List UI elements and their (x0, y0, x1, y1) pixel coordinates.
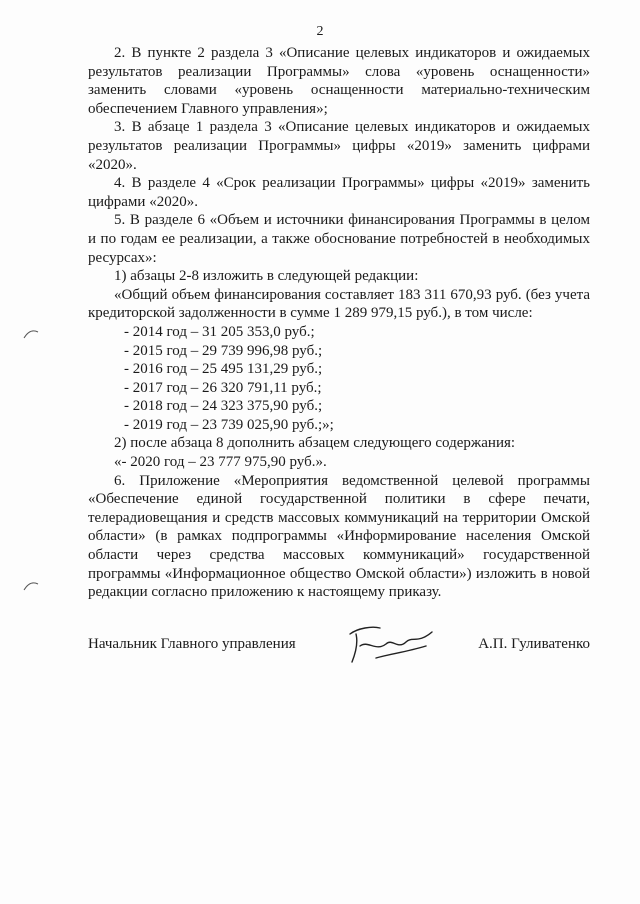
paragraph-item-6: 6. Приложение «Мероприятия ведомственной целевой программы «Обеспечение единой государственной политики в сфере печати, телерадиовещания и средств массовых коммуникаций на территории Омской области» (в рамках подпрограммы «Информирование населения Омской области через средства массовых коммуникаций» государственной программы «Информационное общество Омской области») изложить в новой редакции согласно приложению к настоящему приказу. (88, 472, 590, 601)
signatory-name: А.П. Гуливатенко (478, 636, 590, 652)
document-body (88, 44, 590, 602)
page-number: 2 (316, 24, 324, 39)
financing-total-paragraph: «Общий объем финансирования составляет 183 311 670,93 руб. (без учета кредиторской задолженности в сумме 1 289 979,15 руб.), в том числе: (88, 286, 590, 322)
list-item: - 2018 год – 24 323 375,90 руб.; (124, 398, 323, 415)
paragraph-item-5: 5. В разделе 6 «Объем и источники финансирования Программы в целом и по годам ее реализации, а также обоснование потребностей в необходимых ресурсах»: (88, 212, 590, 266)
hole-punch-mark (22, 578, 40, 592)
list-item: - 2017 год – 26 320 791,11 руб.; (124, 379, 322, 396)
signatory-title: Начальник Главного управления (88, 636, 296, 652)
list-item: - 2015 год – 29 739 996,98 руб.; (124, 342, 323, 359)
signature-block (88, 636, 590, 666)
handwritten-signature (346, 622, 436, 668)
paragraph-item-2: 2. В пункте 2 раздела 3 «Описание целевых индикаторов и ожидаемых результатов реализации Программы» слова «уровень оснащенности» заменить словами «уровень оснащенности материально-техническим обеспечением Главного управления»; (88, 45, 590, 117)
added-year-line: «- 2020 год – 23 777 975,90 руб.». (114, 454, 327, 471)
list-item: - 2019 год – 23 739 025,90 руб.;»; (124, 416, 334, 433)
paragraph-item-3: 3. В абзаце 1 раздела 3 «Описание целевых индикаторов и ожидаемых результатов реализации Программы» цифры «2019» заменить цифрами «2020». (88, 119, 590, 173)
subparagraph-1: 1) абзацы 2-8 изложить в следующей редакции: (114, 268, 419, 285)
paragraph-item-4: 4. В разделе 4 «Срок реализации Программы» цифры «2019» заменить цифрами «2020». (88, 175, 590, 210)
list-item: - 2016 год – 25 495 131,29 руб.; (124, 361, 323, 378)
list-item: - 2014 год – 31 205 353,0 руб.; (124, 323, 315, 340)
subparagraph-2: 2) после абзаца 8 дополнить абзацем следующего содержания: (114, 435, 516, 452)
hole-punch-mark (22, 326, 40, 340)
financing-by-year-list (88, 323, 590, 435)
